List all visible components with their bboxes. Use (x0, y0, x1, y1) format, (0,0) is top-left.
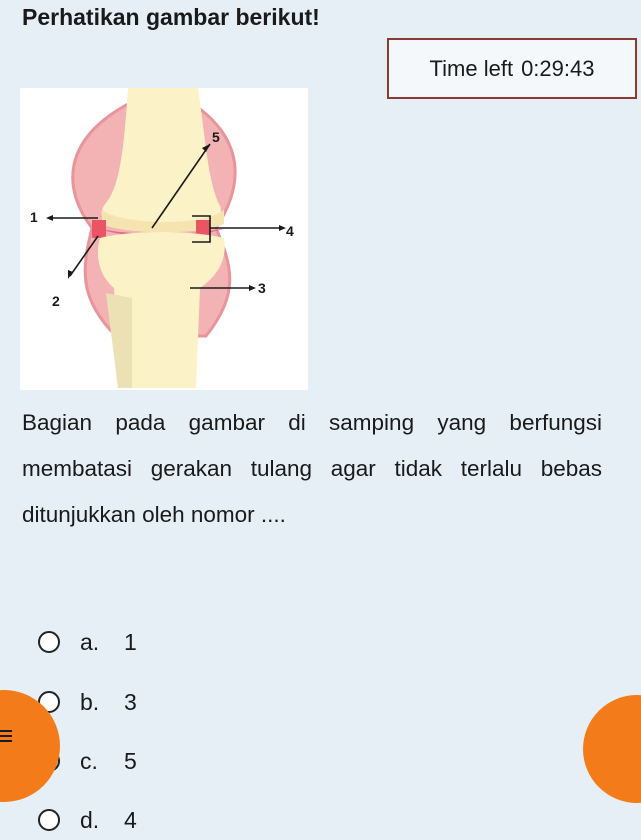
option-d[interactable] (38, 800, 137, 840)
menu-icon[interactable] (0, 730, 12, 744)
label-2: 2 (52, 293, 60, 309)
question-text: Bagian pada gambar di samping yang berfungsi membatasi gerakan tulang agar tidak terlalu bebas ditunjukkan oleh nomor .... (22, 410, 602, 527)
page-title: Perhatikan gambar berikut! (22, 4, 320, 30)
timer-box (387, 38, 637, 99)
option-letter: d. (80, 806, 100, 833)
option-value: 4 (124, 806, 137, 833)
joint-diagram (20, 88, 308, 390)
option-a[interactable] (38, 622, 137, 662)
label-1: 1 (30, 209, 38, 225)
lower-bone-shade (106, 293, 132, 388)
option-value: 3 (124, 688, 137, 715)
option-letter: c. (80, 747, 98, 774)
option-letter: b. (80, 688, 100, 715)
radio-button[interactable] (38, 631, 60, 653)
timer-label: Time left (429, 55, 514, 81)
synovial-left (92, 220, 106, 238)
radio-button[interactable] (38, 809, 60, 831)
option-value: 5 (124, 747, 137, 774)
label-3: 3 (258, 280, 266, 296)
joint-diagram-svg (20, 88, 308, 390)
option-value: 1 (124, 628, 137, 655)
timer-value: 0:29:43 (521, 55, 595, 81)
label-4: 4 (286, 223, 294, 239)
option-b[interactable] (38, 682, 137, 722)
label-5: 5 (212, 129, 220, 145)
option-letter: a. (80, 628, 100, 655)
floating-action-button[interactable] (583, 695, 641, 803)
